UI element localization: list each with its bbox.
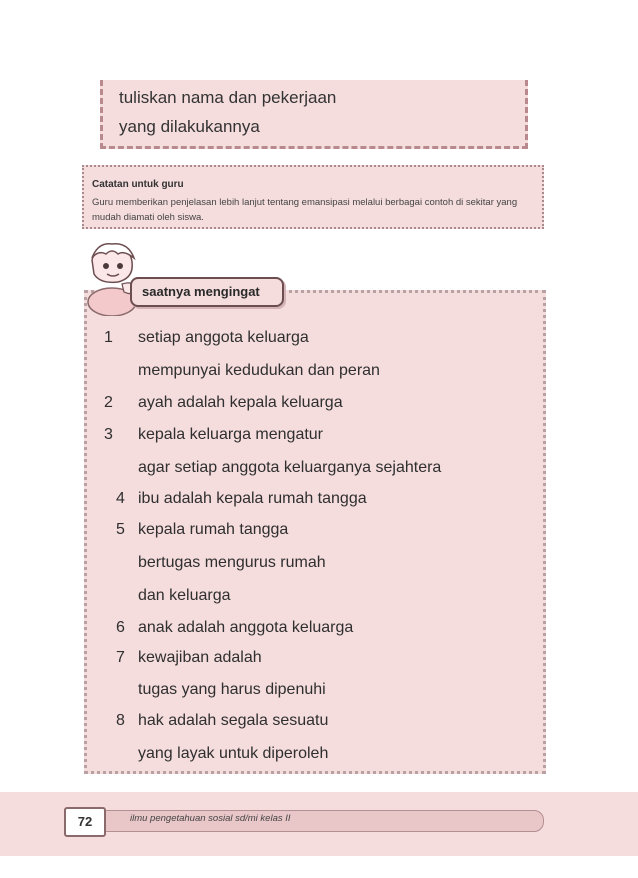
teacher-note-title: Catatan untuk guru — [92, 179, 184, 190]
page-number: 72 — [64, 807, 106, 837]
list-item-line: ayah adalah kepala keluarga — [138, 394, 343, 411]
list-item-line: agar setiap anggota keluarganya sejahtera — [138, 459, 442, 476]
item-number: 2 — [104, 394, 113, 411]
list-item-line: ibu adalah kepala rumah tangga — [138, 490, 367, 507]
item-number: 1 — [104, 329, 113, 346]
item-number: 8 — [116, 712, 125, 729]
list-item-line: hak adalah segala sesuatu — [138, 712, 329, 729]
item-number: 6 — [116, 619, 125, 636]
task-instruction-box — [100, 80, 528, 149]
item-number: 3 — [104, 426, 113, 443]
teacher-note-body: Guru memberikan penjelasan lebih lanjut tentang emansipasi melalui berbagai contoh di sekitar yang mudah diamati oleh siswa. — [92, 197, 518, 223]
list-item-line: mempunyai kedudukan dan peran — [138, 362, 380, 379]
list-item-line: tugas yang harus dipenuhi — [138, 681, 326, 698]
list-item-line: yang layak untuk diperoleh — [138, 745, 329, 762]
teacher-note — [82, 165, 544, 229]
reminder-heading: saatnya mengingat — [142, 284, 260, 299]
task-line-2: yang dilakukannya — [119, 117, 260, 136]
list-item-line: kepala keluarga mengatur — [138, 426, 324, 443]
item-number: 5 — [116, 521, 125, 538]
reminder-heading-tab — [130, 277, 284, 307]
task-line-1: tuliskan nama dan pekerjaan — [119, 88, 337, 107]
list-item-line: dan keluarga — [138, 587, 231, 604]
book-title: ilmu pengetahuan sosial sd/mi kelas II — [130, 813, 291, 824]
list-item-line: kewajiban adalah — [138, 649, 262, 666]
list-item-line: setiap anggota keluarga — [138, 329, 309, 346]
item-number: 4 — [116, 490, 125, 507]
list-item-line: kepala rumah tangga — [138, 521, 289, 538]
item-number: 7 — [116, 649, 125, 666]
list-item-line: bertugas mengurus rumah — [138, 554, 326, 571]
list-item-line: anak adalah anggota keluarga — [138, 619, 354, 636]
